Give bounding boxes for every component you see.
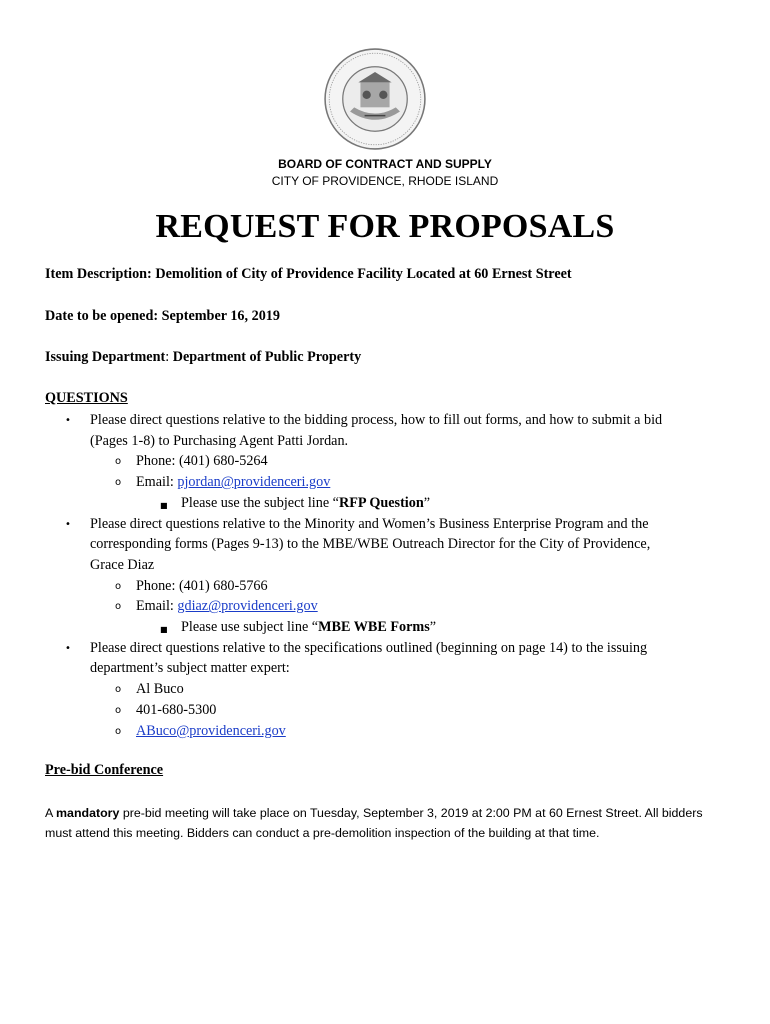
circle-bullet-icon: o [115,704,122,716]
prebid-line-1 [45,803,735,823]
email-label: Email: [136,474,178,491]
circle-bullet-icon: o [115,580,122,592]
question-text: Grace Diaz [90,556,155,573]
subject-value: RFP Question [338,494,424,511]
question-text: department’s subject matter expert: [90,660,290,677]
email-link-pjordan[interactable]: pjordan@providenceri.gov [177,474,331,491]
prebid-line-2: must attend this meeting. Bidders can conduct a pre-demolition inspection of the building at that time. [45,826,600,840]
email-link-abuco[interactable]: ABuco@providenceri.gov [136,722,286,739]
issuing-department-label: Issuing Department [45,349,166,365]
list-item-continuation [45,658,725,679]
question-text: corresponding forms (Pages 9-13) to the MBE/WBE Outreach Director for the City of Providence, [90,536,651,553]
prebid-lead: A [45,806,57,820]
subject-suffix: ” [423,494,431,511]
question-text: (Pages 1-8) to Purchasing Agent Patti Jordan. [90,432,349,449]
subject-value: MBE WBE Forms [318,619,430,636]
list-item [45,638,725,659]
issuing-department [45,349,361,366]
list-item-continuation [45,555,725,576]
email-label: Email: [136,598,178,615]
bullet-icon: • [65,642,71,654]
prebid-mandatory: mandatory [56,806,120,820]
bullet-icon: • [65,415,71,426]
questions-list [45,410,725,741]
prebid-line1-rest: pre-bid meeting will take place on Tuesday, September 3, 2019 at 2:00 PM at 60 Ernest Street. All bidders [119,806,703,820]
prebid-heading: Pre-bid Conference [45,762,164,778]
square-bullet-icon: ■ [160,625,168,635]
issuing-department-separator: : [165,349,173,365]
list-item [45,514,725,535]
circle-bullet-icon: o [115,725,122,737]
prebid-paragraph [45,803,735,843]
city-name: CITY OF PROVIDENCE, RHODE ISLAND [271,174,499,188]
subject-prefix: Please use the subject line “ [181,494,339,511]
question-text: Please direct questions relative to the Minority and Women’s Business Enterprise Program and the [90,515,649,532]
subject-suffix: ” [429,619,437,636]
list-item-continuation [45,534,725,555]
phone-text: Phone: (401) 680-5264 [136,453,268,470]
subject-line-note [45,493,725,514]
issuer-header [0,156,770,190]
list-item-continuation [45,431,725,452]
subject-prefix: Please use subject line “ [181,619,319,636]
board-name: BOARD OF CONTRACT AND SUPPLY [278,157,492,171]
contact-name [45,679,725,700]
document-title: REQUEST FOR PROPOSALS [155,208,615,245]
contact-phone [45,576,725,597]
question-text: Please direct questions relative to the bidding process, how to fill out forms, and how to submit a bid [90,412,663,428]
contact-phone [45,700,725,721]
issuing-department-value: Department of Public Property [172,349,362,365]
subject-line-note [45,617,725,638]
circle-bullet-icon: o [115,601,122,613]
contact-email [45,721,725,742]
question-text: Please direct questions relative to the specifications outlined (beginning on page 14) to the issuing [90,639,648,656]
square-bullet-icon: ■ [160,500,168,510]
city-seal-icon [323,47,427,151]
bullet-icon: • [65,518,71,530]
list-item [45,410,725,431]
contact-email [45,472,725,493]
circle-bullet-icon: o [115,456,122,468]
phone-text: 401-680-5300 [136,701,217,718]
date-opened: Date to be opened: September 16, 2019 [45,308,280,324]
contact-email [45,596,725,617]
contact-phone [45,451,725,472]
phone-text: Phone: (401) 680-5766 [136,577,268,594]
email-link-gdiaz[interactable]: gdiaz@providenceri.gov [177,598,318,615]
questions-heading: QUESTIONS [45,390,128,406]
item-description: Item Description: Demolition of City of Providence Facility Located at 60 Ernest Street [45,266,572,282]
contact-name-text: Al Buco [136,681,184,698]
circle-bullet-icon: o [115,477,122,489]
circle-bullet-icon: o [115,684,122,696]
